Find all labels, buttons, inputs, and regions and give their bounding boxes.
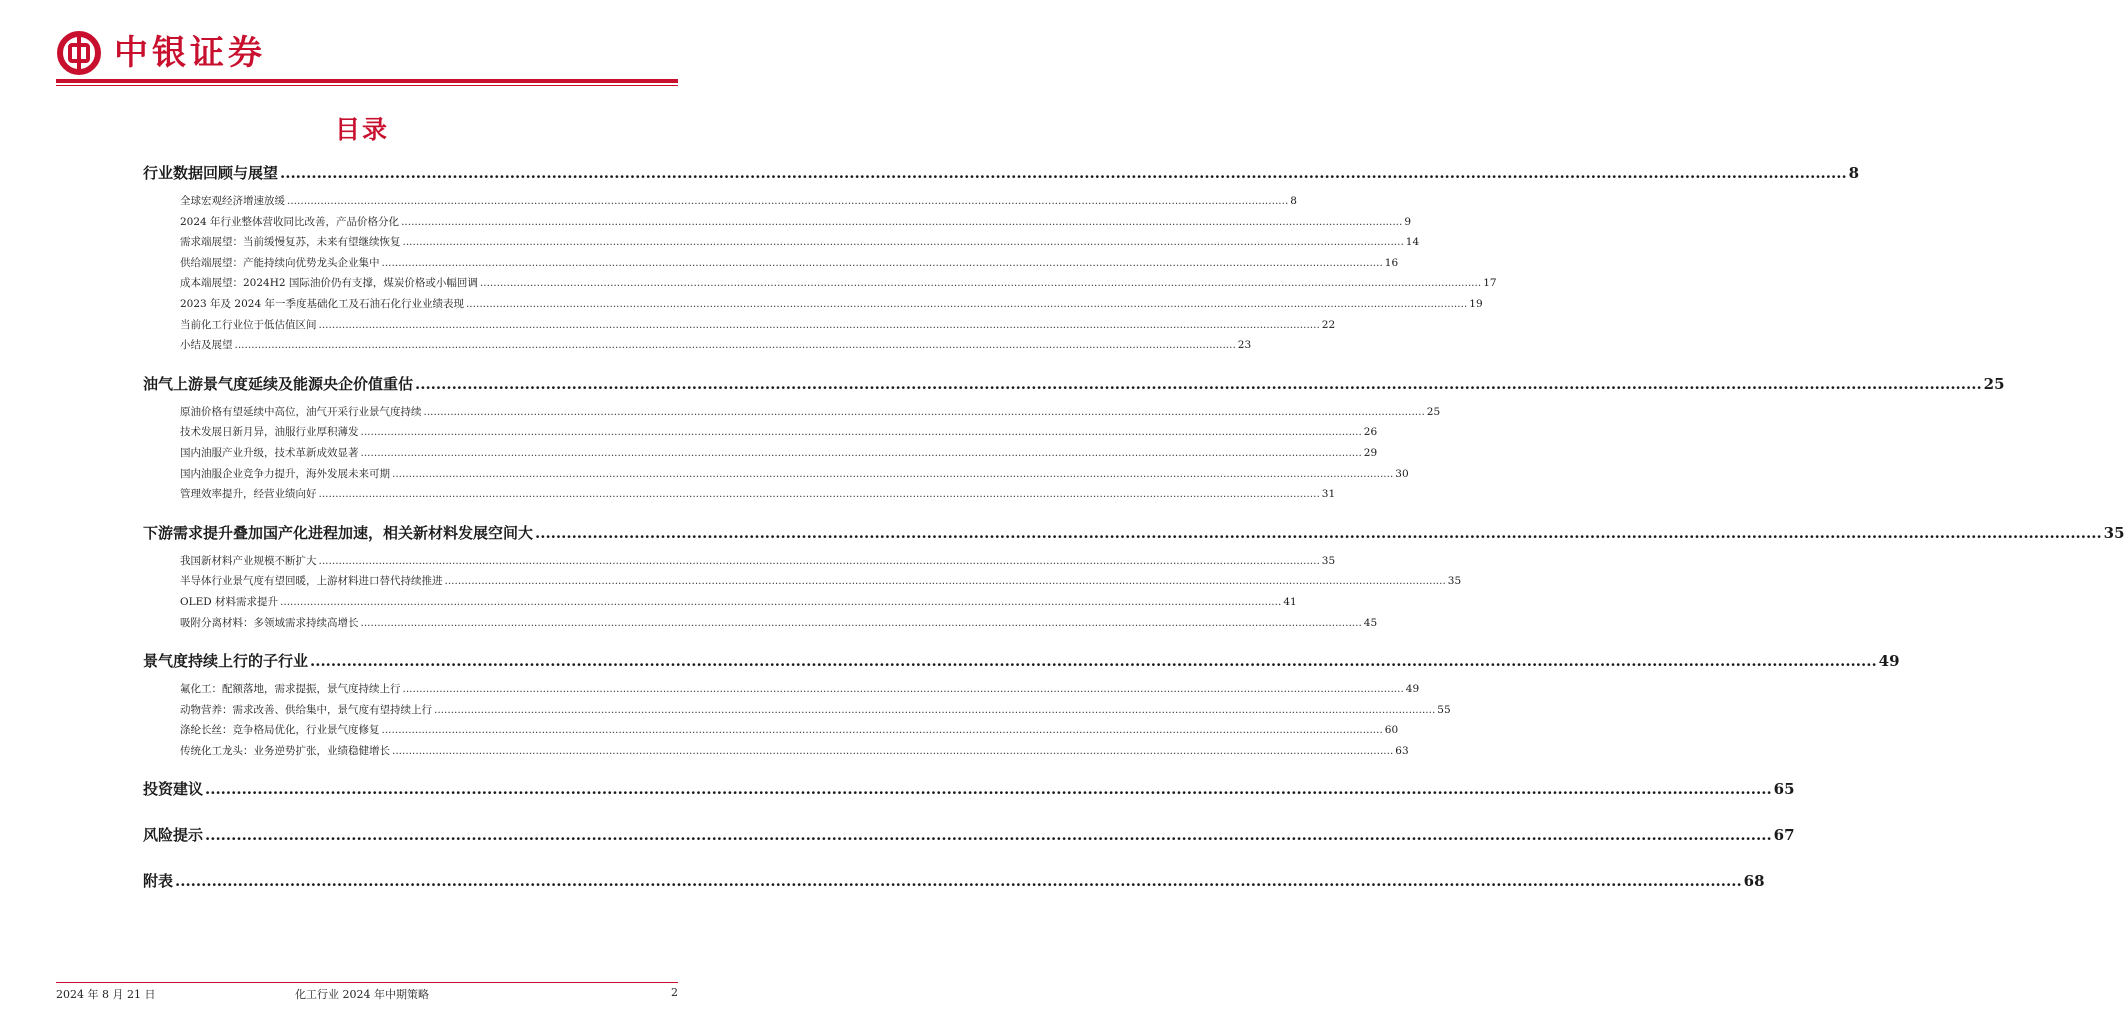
toc-subsection-entry-page: 30 xyxy=(1395,467,1409,480)
toc-subsection-entry-title: 原油价格有望延续中高位，油气开采行业景气度持续 xyxy=(180,405,422,418)
toc-subsection-entry-page: 16 xyxy=(1384,256,1399,269)
toc-subsection-entry[interactable] xyxy=(143,191,1297,212)
toc-subsection-entry-title: 全球宏观经济增速放缓 xyxy=(180,195,285,207)
dot-leader: ............................................................................................................................................................................................................................................................................................................ xyxy=(205,826,1772,845)
toc-subsection-entry[interactable] xyxy=(143,551,1336,572)
toc-subsection-entry[interactable] xyxy=(143,212,1412,233)
toc-subsection-entry-title: 小结及展望 xyxy=(180,339,233,352)
toc-section-entry[interactable] xyxy=(143,771,1795,807)
toc-subsection-entry-page: 8 xyxy=(1290,195,1297,207)
toc-subsection-entry[interactable] xyxy=(143,273,1497,294)
toc-subsection-entry-title: 需求端展望：当前缓慢复苏，未来有望继续恢复 xyxy=(180,236,401,249)
toc-section-entry-page: 35 xyxy=(2103,523,2125,542)
toc-subsection-entry-title: 动物营养：需求改善、供给集中，景气度有望持续上行 xyxy=(180,703,432,716)
toc-section-entry[interactable] xyxy=(143,643,1900,679)
footer-date: 2024 年 8 月 21 日 xyxy=(56,988,156,1001)
toc-section-entry-title: 油气上游景气度延续及能源央企价值重估 xyxy=(143,374,414,393)
dot-leader: ............................................................................................................................................................................................................................................................................................................ xyxy=(402,236,1404,249)
toc-subsection-entry-title: 供给端展望：产能持续向优势龙头企业集中 xyxy=(180,256,380,269)
dot-leader: ............................................................................................................................................................................................................................................................................................................ xyxy=(360,616,1362,629)
toc-subsection-entry-title: 2024 年行业整体营收同比改善，产品价格分化 xyxy=(180,215,400,228)
toc-subsection-entry-title: 管理效率提升，经营业绩向好 xyxy=(180,488,317,501)
dot-leader: ............................................................................................................................................................................................................................................................................................................ xyxy=(535,523,2102,542)
toc-subsection-entry-page: 29 xyxy=(1363,446,1378,459)
toc-subsection-entry[interactable] xyxy=(143,484,1336,505)
toc-subsection-entry-page: 55 xyxy=(1437,703,1451,716)
dot-leader: ............................................................................................................................................................................................................................................................................................................ xyxy=(318,554,1320,567)
toc-section-entry-title: 投资建议 xyxy=(143,780,204,799)
dot-leader: ............................................................................................................................................................................................................................................................................................................ xyxy=(318,318,1320,331)
dot-leader: ............................................................................................................................................................................................................................................................................................................ xyxy=(280,595,1282,608)
toc-subsection-entry-title: 氟化工：配额落地，需求提振，景气度持续上行 xyxy=(180,683,401,696)
toc-subsection-entry-title: 技术发展日新月异，油服行业厚积薄发 xyxy=(180,426,359,439)
toc-subsection-entry-title: 2023 年及 2024 年一季度基础化工及石油石化行业业绩表现 xyxy=(180,297,464,310)
page-header xyxy=(56,30,676,80)
toc-section-entry-page: 25 xyxy=(1983,374,2005,393)
toc-subsection-entry-page: 31 xyxy=(1321,488,1336,501)
toc-subsection-entry-page: 9 xyxy=(1404,215,1412,228)
dot-leader: ............................................................................................................................................................................................................................................................................................................ xyxy=(423,405,1425,418)
toc-subsection-entry-page: 22 xyxy=(1321,318,1336,331)
dot-leader: ............................................................................................................................................................................................................................................................................................................ xyxy=(175,872,1742,891)
dot-leader: ............................................................................................................................................................................................................................................................................................................ xyxy=(310,652,1877,671)
toc-subsection-entry-title: 吸附分离材料：多领域需求持续高增长 xyxy=(180,616,359,629)
dot-leader: ............................................................................................................................................................................................................................................................................................................ xyxy=(381,256,1383,269)
toc-subsection-entry-title: 国内油服企业竞争力提升，海外发展未来可期 xyxy=(180,467,390,480)
dot-leader: ............................................................................................................................................................................................................................................................................................................ xyxy=(434,703,1436,716)
dot-leader: ............................................................................................................................................................................................................................................................................................................ xyxy=(381,724,1383,737)
toc-subsection-entry-page: 19 xyxy=(1469,297,1483,310)
toc-subsection-entry-title: 我国新材料产业规模不断扩大 xyxy=(180,554,317,567)
toc-subsection-entry-page: 49 xyxy=(1405,683,1420,696)
toc-section-entry-title: 附表 xyxy=(143,872,174,891)
toc-subsection-entry-title: 半导体行业景气度有望回暖，上游材料进口替代持续推进 xyxy=(180,575,443,588)
footer-page-number: 2 xyxy=(671,986,678,999)
table-of-contents xyxy=(143,155,2125,899)
toc-subsection-entry[interactable] xyxy=(143,741,1409,762)
toc-subsection-entry-page: 23 xyxy=(1237,339,1252,352)
toc-subsection-entry[interactable] xyxy=(143,679,1420,700)
toc-subsection-entry-page: 35 xyxy=(1447,575,1462,588)
toc-section-entry[interactable] xyxy=(143,366,2005,402)
toc-subsection-entry[interactable] xyxy=(143,232,1420,253)
dot-leader: ............................................................................................................................................................................................................................................................................................................ xyxy=(401,215,1403,228)
toc-section-entry-page: 67 xyxy=(1773,826,1795,845)
toc-section-entry[interactable] xyxy=(143,863,1765,899)
toc-subsection-entry[interactable] xyxy=(143,443,1378,464)
toc-subsection-entry[interactable] xyxy=(143,335,1252,356)
toc-subsection-entry[interactable] xyxy=(143,720,1399,741)
dot-leader: ............................................................................................................................................................................................................................................................................................................ xyxy=(479,277,1482,290)
toc-subsection-entry-page: 25 xyxy=(1426,405,1441,418)
brand-name: 中银证券 xyxy=(114,33,266,73)
bank-of-china-logo-icon xyxy=(56,30,102,76)
toc-subsection-entry-page: 35 xyxy=(1321,554,1336,567)
toc-subsection-entry[interactable] xyxy=(143,253,1399,274)
toc-subsection-entry-page: 60 xyxy=(1384,724,1399,737)
dot-leader: ............................................................................................................................................................................................................................................................................................................ xyxy=(444,575,1446,588)
toc-section-entry-page: 68 xyxy=(1743,872,1765,891)
toc-section-entry-title: 景气度持续上行的子行业 xyxy=(143,652,309,671)
toc-subsection-entry-title: OLED 材料需求提升 xyxy=(180,595,279,608)
dot-leader: ............................................................................................................................................................................................................................................................................................................ xyxy=(465,297,1468,310)
toc-subsection-entry-page: 41 xyxy=(1283,595,1297,608)
toc-subsection-entry-page: 26 xyxy=(1363,426,1378,439)
toc-subsection-entry[interactable] xyxy=(143,592,1297,613)
toc-subsection-entry-page: 63 xyxy=(1395,744,1409,757)
toc-subsection-entry[interactable] xyxy=(143,700,1451,721)
toc-subsection-entry-page: 45 xyxy=(1363,616,1378,629)
toc-section-entry[interactable] xyxy=(143,155,1860,191)
toc-subsection-entry-page: 17 xyxy=(1483,277,1497,290)
toc-subsection-entry[interactable] xyxy=(143,613,1378,634)
toc-subsection-entry-title: 成本端展望：2024H2 国际油价仍有支撑，煤炭价格或小幅回调 xyxy=(180,277,478,290)
dot-leader: ............................................................................................................................................................................................................................................................................................................ xyxy=(318,488,1320,501)
dot-leader: ............................................................................................................................................................................................................................................................................................................ xyxy=(280,164,1847,182)
dot-leader: ............................................................................................................................................................................................................................................................................................................ xyxy=(234,339,1236,352)
dot-leader: ............................................................................................................................................................................................................................................................................................................ xyxy=(392,467,1394,480)
toc-section-entry-page: 49 xyxy=(1878,652,1900,671)
toc-section-entry-title: 下游需求提升叠加国产化进程加速，相关新材料发展空间大 xyxy=(143,523,534,542)
footer-title: 化工行业 2024 年中期策略 xyxy=(295,988,429,1001)
toc-section-entry-page: 65 xyxy=(1773,780,1795,799)
header-rule-thin xyxy=(56,85,678,86)
toc-subsection-entry-title: 涤纶长丝：竞争格局优化，行业景气度修复 xyxy=(180,724,380,737)
toc-section-entry[interactable] xyxy=(143,515,2125,551)
toc-section-entry[interactable] xyxy=(143,817,1795,853)
toc-subsection-entry[interactable] xyxy=(143,402,1441,423)
dot-leader: ............................................................................................................................................................................................................................................................................................................ xyxy=(402,683,1404,696)
dot-leader: ............................................................................................................................................................................................................................................................................................................ xyxy=(287,195,1289,207)
dot-leader: ............................................................................................................................................................................................................................................................................................................ xyxy=(392,744,1394,757)
dot-leader: ............................................................................................................................................................................................................................................................................................................ xyxy=(360,446,1362,459)
toc-subsection-entry[interactable] xyxy=(143,294,1483,315)
toc-subsection-entry[interactable] xyxy=(143,571,1462,592)
footer-rule xyxy=(56,982,678,983)
toc-title: 目录 xyxy=(334,115,389,144)
dot-leader: ............................................................................................................................................................................................................................................................................................................ xyxy=(205,780,1772,799)
dot-leader: ............................................................................................................................................................................................................................................................................................................ xyxy=(360,426,1362,439)
toc-subsection-entry-page: 14 xyxy=(1405,236,1420,249)
toc-subsection-entry-title: 传统化工龙头：业务逆势扩张，业绩稳健增长 xyxy=(180,744,390,757)
dot-leader: ............................................................................................................................................................................................................................................................................................................ xyxy=(415,374,1982,393)
toc-section-entry-title: 行业数据回顾与展望 xyxy=(143,164,279,182)
toc-subsection-entry[interactable] xyxy=(143,464,1409,485)
toc-section-entry-title: 风险提示 xyxy=(143,826,204,845)
toc-subsection-entry[interactable] xyxy=(143,315,1336,336)
toc-section-entry-page: 8 xyxy=(1848,164,1860,182)
toc-subsection-entry-title: 当前化工行业位于低估值区间 xyxy=(180,318,317,331)
toc-subsection-entry-title: 国内油服产业升级，技术革新成效显著 xyxy=(180,446,359,459)
header-rule xyxy=(56,79,678,83)
toc-subsection-entry[interactable] xyxy=(143,422,1378,443)
